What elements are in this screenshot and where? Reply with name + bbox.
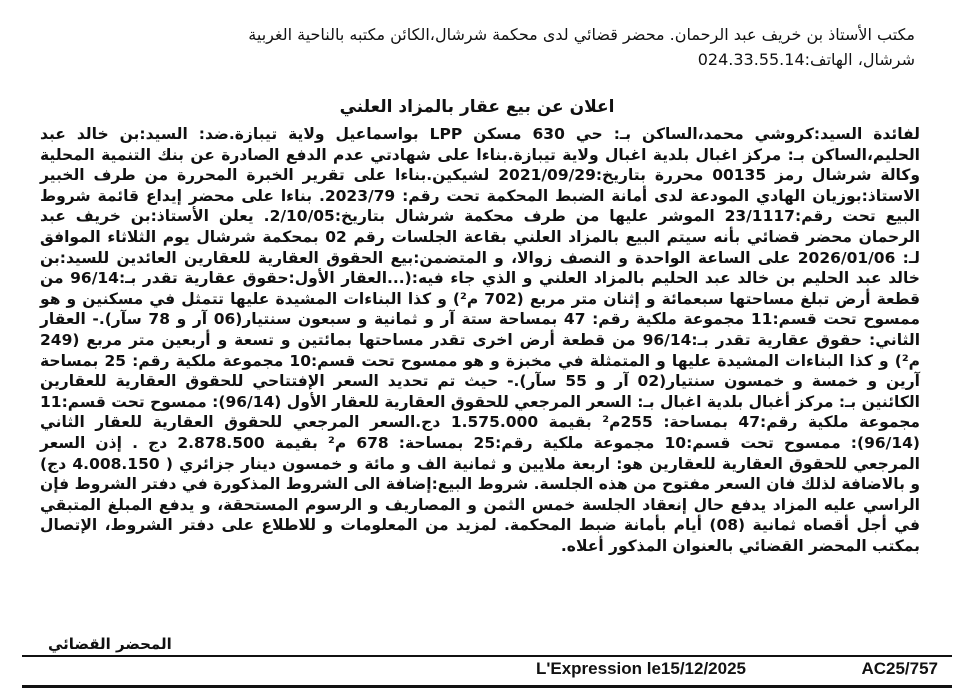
notice-paragraph: لفائدة السيد:كروشي محمد،الساكن بـ: حي 630 مسكن LPP بواسماعيل ولاية تيبازة.ضد: السيد:بن خالد عبد الحليم،الساكن بـ: مركز اغبال بلدية اغبال ولاية تيبازة.بناءا على شهادتي عدم الدفع الصادرة عن بنك التنمية المحلية وكالة شرشال رمز 00135 محررة بتاريخ:2021/09/29 لشيكين.بناءا على تقرير الخبرة المحررة من طرف الخبير الاستاذ:بوزيان الهادي المودعة لدى أمانة الضبط المحكمة تحت رقم: 2023/79. بناءا على محضر إيداع قائمة شروط البيع تحت رقم:23/1117 الموشر عليها من طرف محكمة شرشال بتاريخ:2/10/05. يعلن الأستاذ:بن خريف عبد الرحمان محضر قضائي بأنه سيتم البيع بالمزاد العلني بقاعة الجلسات رقم 02 بمحكمة شرشال يوم الثلاثاء الموافق لـ: 2026/01/06 على الساعة الواحدة و النصف زوالا، و المتضمن:بيع الحقوق العقارية للعقارين العائدين للسيد:بن خالد عبد الحليم بن خالد عبد الحليم بالمزاد العلني و الذي جاء فيه:(...العقار الأول:حقوق عقارية تقدر بـ:96/14 من قطعة أرض تبلغ مساحتها سبعمائة و إثنان متر مربع (702 م²) و كذا البناءات المشيدة عليها تتمثل في مسكنين و هو ممسوح تحت قسم:11 مجموعة ملكية رقم: 47 بمساحة ستة آر و ثمانية و سبعون سنتيار(06 آر و 78 سآر).- العقار الثاني: حقوق عقارية تقدر بـ:96/14 من قطعة أرض اخرى تقدر مساحتها بمائتين و تسعة و أربعين متر مربع (249 م²) و كذا البناءات المشيدة عليها و المتمثلة في مخبزة و هو ممسوح تحت قسم:10 مجموعة ملكية رقم: 25 بمساحة آرين و خمسة و خمسون سنتيار(02 آر و 55 سآر).- حيث تم تحديد السعر الإفتتاحي للحقوق العقارية للعقارين الكائنين بـ: مركز أغبال بلدية اغبال بـ: السعر المرجعي للحقوق العقارية للعقار الأول (96/14): ممسوح تحت قسم:11 مجموعة ملكية رقم:47 بمساحة: 255م² بقيمة 1.575.000 دج.السعر المرجعي للحقوق العقارية للعقار الثاني (96/14): ممسوح تحت قسم:10 مجموعة ملكية رقم:25 بمساحة: 678 م² بقيمة 2.878.500 دج . إذن السعر المرجعي للحقوق العقارية للعقارين هو: اربعة ملايين و ثمانية الف و مائة و خمسون دينار جزائري ( 4.008.150 دج) و بالاضافة لذلك فان السعر مفتوح من هذه الجلسة. شروط البيع:إضافة الى الشروط المذكورة في دفتر الشروط فإن الراسي عليه المزاد يدفع حال إنعقاد الجلسة خمس الثمن و المصاريف و الرسوم المستحقة، و يدفع المبلغ المتبقي في أجل أقصاه ثمانية (08) أيام بأمانة ضبط المحكمة. لمزيد من المعلومات و للاطلاع على دفتر الشروط، الإتصال بمكتب المحضر القضائي بالعنوان المذكور أعلاه.	[40, 125, 921, 555]
notice-title: اعلان عن بيع عقار بالمزاد العلني	[339, 97, 615, 117]
publication-footer	[22, 655, 952, 688]
phone-number: 024.33.55.14	[697, 50, 805, 69]
notice-body	[40, 124, 920, 556]
signature: المحضر القضائي	[48, 635, 172, 653]
publication-reference: AC25/757	[861, 659, 938, 678]
phone-line	[60, 47, 915, 72]
publication-date: L'Expression le15/12/2025	[535, 659, 746, 678]
office-line: مكتب الأستاذ بن خريف عبد الرحمان. محضر قضائي لدى محكمة شرشال،الكائن مكتبه بالناحية الغربية	[248, 25, 915, 44]
office-header	[60, 22, 915, 72]
phone-label: شرشال، الهاتف:	[804, 50, 915, 69]
